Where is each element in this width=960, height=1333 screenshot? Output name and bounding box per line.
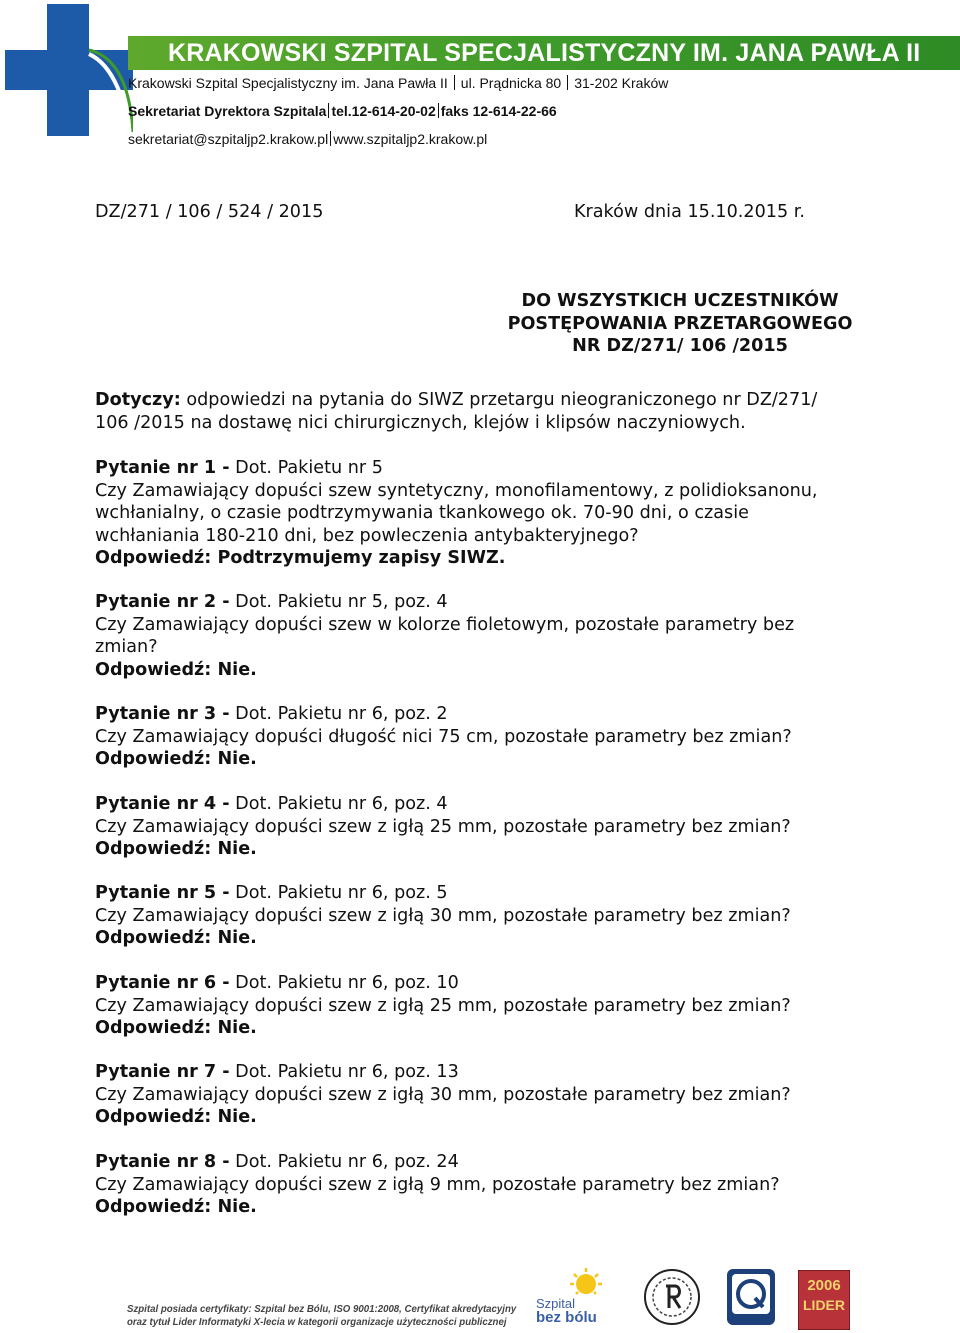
cert-lider-year: 2006 bbox=[807, 1277, 841, 1294]
question-text: Czy Zamawiający dopuści szew syntetyczny, monofilamentowy, z polidioksanonu, bbox=[95, 480, 818, 501]
question-8 bbox=[95, 1151, 780, 1219]
question-6 bbox=[95, 972, 791, 1040]
title-line-2: POSTĘPOWANIA PRZETARGOWEGO bbox=[507, 313, 853, 334]
question-text: Czy Zamawiający dopuści szew z igłą 25 mm, pozostałe parametry bez zmian? bbox=[95, 816, 791, 837]
contact-line bbox=[128, 131, 487, 147]
address-street: ul. Prądnicka 80 bbox=[460, 75, 562, 91]
title-line-3: NR DZ/271/ 106 /2015 bbox=[572, 336, 788, 356]
question-5 bbox=[95, 882, 791, 950]
question-label: Pytanie nr 1 - bbox=[95, 458, 230, 478]
question-text: Czy Zamawiający dopuści szew z igłą 30 mm, pozostałe parametry bez zmian? bbox=[95, 1084, 791, 1105]
question-text: wchłaniania 180-210 dni, bez powleczenia antybakteryjnego? bbox=[95, 525, 639, 546]
answer-text: Odpowiedź: Nie. bbox=[95, 928, 257, 948]
cert-bez-bolu-text: bez bólu bbox=[536, 1309, 597, 1326]
website-link[interactable]: www.szpitaljp2.krakow.pl bbox=[333, 131, 488, 147]
lider-informatyki-logo bbox=[798, 1270, 850, 1330]
question-2 bbox=[95, 591, 794, 681]
footer-line-1: Szpital posiada certyfikaty: Szpital bez Bólu, ISO 9001:2008, Certyfikat akredytacyjny bbox=[127, 1303, 517, 1315]
question-3 bbox=[95, 703, 792, 771]
accreditation-certificate-icon bbox=[726, 1268, 776, 1326]
subject-line-1 bbox=[95, 389, 817, 412]
question-text: Czy Zamawiający dopuści szew w kolorze fioletowym, pozostałe parametry bez bbox=[95, 614, 795, 635]
question-text: Czy Zamawiający dopuści szew z igłą 30 mm, pozostałe parametry bez zmian? bbox=[95, 905, 791, 926]
question-label: Pytanie nr 2 - bbox=[95, 592, 230, 612]
question-label: Pytanie nr 8 - bbox=[95, 1152, 230, 1172]
question-reference: Dot. Pakietu nr 6, poz. 5 bbox=[229, 883, 448, 903]
cert-lider-text: LIDER bbox=[803, 1297, 845, 1313]
question-label: Pytanie nr 3 - bbox=[95, 704, 230, 724]
question-label: Pytanie nr 5 - bbox=[95, 883, 230, 903]
subject-line-2: 106 /2015 na dostawę nici chirurgicznych, klejów i klipsów naczyniowych. bbox=[95, 413, 746, 433]
address-line bbox=[128, 75, 668, 91]
hospital-name-banner: KRAKOWSKI SZPITAL SPECJALISTYCZNY IM. JANA PAWŁA II bbox=[168, 39, 921, 67]
title-line-1: DO WSZYSTKICH UCZESTNIKÓW bbox=[521, 291, 839, 311]
document-date: Kraków dnia 15.10.2015 r. bbox=[574, 202, 805, 222]
answer-text: Odpowiedź: Nie. bbox=[95, 1018, 257, 1038]
answer-text: Odpowiedź: Nie. bbox=[95, 749, 257, 769]
question-reference: Dot. Pakietu nr 5, poz. 4 bbox=[229, 592, 448, 612]
fax-number: faks 12-614-22-66 bbox=[440, 103, 557, 119]
document-title bbox=[420, 290, 940, 358]
question-reference: Dot. Pakietu nr 6, poz. 4 bbox=[229, 794, 448, 814]
question-label: Pytanie nr 4 - bbox=[95, 794, 230, 814]
secretariat-line bbox=[128, 103, 557, 119]
reference-number: DZ/271 / 106 / 524 / 2015 bbox=[95, 202, 324, 222]
question-label: Pytanie nr 7 - bbox=[95, 1062, 230, 1082]
address-name: Krakowski Szpital Specjalistyczny im. Jana Pawła II bbox=[128, 75, 448, 91]
answer-text: Odpowiedź: Nie. bbox=[95, 839, 257, 859]
phone-number: tel.12-614-20-02 bbox=[331, 103, 436, 119]
question-reference: Dot. Pakietu nr 6, poz. 2 bbox=[229, 704, 448, 724]
cert-szpital-text: Szpital bbox=[536, 1296, 576, 1311]
email-link[interactable]: sekretariat@szpitaljp2.krakow.pl bbox=[128, 131, 329, 147]
question-reference: Dot. Pakietu nr 5 bbox=[229, 458, 383, 478]
question-reference: Dot. Pakietu nr 6, poz. 10 bbox=[229, 973, 459, 993]
subject-text-1: odpowiedzi na pytania do SIWZ przetargu nieograniczonego nr DZ/271/ bbox=[180, 390, 818, 410]
question-label: Pytanie nr 6 - bbox=[95, 973, 230, 993]
secretariat-label: Sekretariat Dyrektora Szpitala bbox=[128, 103, 327, 119]
question-text: Czy Zamawiający dopuści szew z igłą 25 mm, pozostałe parametry bez zmian? bbox=[95, 995, 791, 1016]
question-4 bbox=[95, 793, 791, 861]
question-reference: Dot. Pakietu nr 6, poz. 24 bbox=[229, 1152, 459, 1172]
hospital-cross-logo-icon bbox=[5, 4, 133, 136]
szpital-bez-bolu-logo bbox=[532, 1266, 618, 1330]
address-postal: 31-202 Kraków bbox=[574, 75, 669, 91]
question-text: zmian? bbox=[95, 637, 158, 657]
question-reference: Dot. Pakietu nr 6, poz. 13 bbox=[229, 1062, 459, 1082]
answer-text: Odpowiedź: Nie. bbox=[95, 1197, 257, 1217]
answer-text: Odpowiedź: Podtrzymujemy zapisy SIWZ. bbox=[95, 548, 506, 568]
question-text: Czy Zamawiający dopuści szew z igłą 9 mm, pozostałe parametry bez zmian? bbox=[95, 1174, 780, 1195]
question-text: wchłanialny, o czasie podtrzymywania tkankowego ok. 70-90 dni, o czasie bbox=[95, 503, 749, 523]
footer-line-2: oraz tytuł Lider Informatyki X-lecia w kategorii organizacje użyteczności publicznej bbox=[127, 1316, 507, 1328]
answer-text: Odpowiedź: Nie. bbox=[95, 659, 257, 680]
question-text: Czy Zamawiający dopuści długość nici 75 cm, pozostałe parametry bez zmian? bbox=[95, 726, 792, 747]
question-7 bbox=[95, 1061, 791, 1129]
iso-certificate-seal-icon bbox=[643, 1268, 701, 1326]
answer-text: Odpowiedź: Nie. bbox=[95, 1107, 257, 1127]
question-1 bbox=[95, 457, 818, 570]
certification-footer bbox=[127, 1303, 516, 1329]
subject-label: Dotyczy: bbox=[95, 390, 181, 410]
